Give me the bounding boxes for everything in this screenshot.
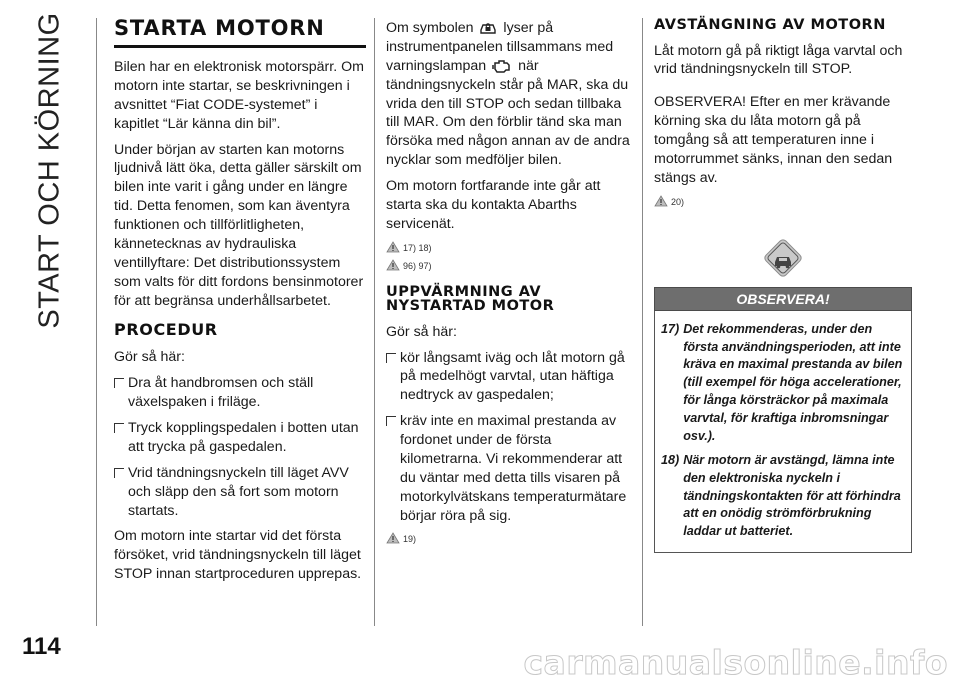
list-item-text: Dra åt handbromsen och ställ växelspaken i friläge. — [128, 375, 314, 411]
note-text: Det rekommenderas, under den första användningsperioden, att inte kräva en maximal prestanda av bilen (till exempel för höga accelerationer, för långa körsträckor på maximala varvtal, för kraftiga inbromsningar osv.). — [683, 321, 903, 443]
text-fragment: lyser på instrumentpanelen tillsammans med varningslampan — [386, 20, 614, 74]
paragraph-symbol — [386, 18, 636, 170]
reference-note — [386, 259, 636, 271]
list-item — [114, 464, 366, 521]
car-road-sign-icon — [762, 237, 804, 279]
side-chapter-title-text: START OCH KÖRNING — [33, 11, 66, 329]
observe-note — [661, 321, 903, 446]
column-stopping — [654, 18, 912, 553]
text-fragment: när tändningsnyckeln står på MAR, ska du vrida den till STOP och sedan tillbaka till MAR. Om den förblir tänd ska man försöka med någon annan av de andra nycklar som medföljer bilen. — [386, 57, 630, 169]
list-item — [114, 374, 366, 412]
warning-triangle-icon — [654, 195, 668, 207]
paragraph: Bilen har en elektronisk motorspärr. Om motorn inte startar, se beskrivningen i avsnittet “Fiat CODE-systemet” i kapitlet “Lär känna din bil”. — [114, 59, 364, 132]
paragraph: Om motorn fortfarande inte går att starta ska du kontakta Abarths servicenät. — [386, 178, 601, 232]
list-item-text: kräv inte en maximal prestanda av fordonet under de första kilometrarna. Vi rekommenderar att du väntar med detta tills visaren på motorkylvätskans temperaturmätare börjar röra på sig. — [400, 413, 627, 524]
observe-heading: OBSERVERA! — [654, 287, 912, 311]
section-title-procedure: PROCEDUR — [114, 320, 218, 340]
reference-numbers: 19) — [403, 534, 417, 545]
list-item — [386, 412, 636, 525]
procedure-intro: Gör så här: — [114, 349, 185, 366]
car-padlock-icon — [479, 18, 497, 36]
section-title-warmup: UPPVÄRMNING AV NYSTARTAD MOTOR — [386, 283, 555, 315]
bullet-checkbox-icon — [114, 378, 124, 388]
list-item — [386, 349, 636, 406]
list-item-text: Vrid tändningsnyckeln till läget AVV och släpp den så fort som motorn startats. — [128, 464, 349, 519]
note-number: 18) — [661, 452, 680, 467]
page-number: 114 — [22, 633, 61, 660]
warning-triangle-icon — [386, 532, 400, 544]
column-divider — [642, 18, 643, 626]
paragraph: Under början av starten kan motorns ljudnivå lätt öka, detta gäller särskilt om bilen inte varit i gång under en längre tid. Detta fenomen, som kan äventyra funktionen och tillförlitligheten, kännetecknas av hydrauliska ventillyftare: Det distributionssystem som valts för ditt fordons bensinmotorer för att begränsa underhållsarbetet. — [114, 141, 364, 309]
list-item — [114, 419, 366, 457]
watermark: carmanualsonline.info — [523, 643, 948, 682]
observe-notes-box — [654, 311, 912, 553]
reference-numbers: 17) 18) — [403, 242, 432, 253]
column-starting — [114, 18, 366, 591]
section-title-start-engine: STARTA MOTORN — [114, 18, 366, 48]
side-chapter-title — [18, 11, 82, 329]
reference-note — [386, 241, 636, 253]
column-divider — [374, 18, 375, 626]
reference-numbers: 96) 97) — [403, 260, 432, 271]
bullet-checkbox-icon — [114, 423, 124, 433]
paragraph: Låt motorn gå på riktigt låga varvtal och vrid tändningsnyckeln till STOP. — [654, 42, 903, 78]
reference-numbers: 20) — [671, 196, 685, 207]
column-warmup — [386, 18, 636, 546]
reference-note — [386, 532, 636, 544]
bullet-checkbox-icon — [114, 468, 124, 478]
warning-triangle-icon — [386, 259, 400, 271]
note-text: När motorn är avstängd, lämna inte den elektroniska nyckeln i tändningskontakten för att förhindra att en onödig strömförbrukning laddar ut batteriet. — [683, 452, 901, 539]
section-title-engine-off: AVSTÄNGNING AV MOTORN — [654, 17, 886, 33]
text-fragment: Om symbolen — [386, 20, 474, 36]
observe-panel — [654, 237, 912, 553]
warning-triangle-icon — [386, 241, 400, 253]
engine-warning-icon — [492, 58, 512, 74]
column-divider — [96, 18, 97, 626]
observe-note — [661, 452, 903, 541]
paragraph: Om motorn inte startar vid det första försöket, vrid tändningsnyckeln till läget STOP innan startproceduren upprepas. — [114, 528, 362, 583]
list-item-text: Tryck kopplingspedalen i botten utan att trycka på gaspedalen. — [128, 420, 359, 455]
bullet-checkbox-icon — [386, 416, 396, 426]
warmup-intro: Gör så här: — [386, 323, 457, 340]
bullet-checkbox-icon — [386, 353, 396, 363]
paragraph: OBSERVERA! Efter en mer krävande körning ska du låta motorn gå på tomgång så att temperaturen inne i motorrummet sänks, innan den sedan stängs av. — [654, 94, 893, 186]
list-item-text: kör långsamt iväg och låt motorn gå på medelhögt varvtal, utan häftiga nedtryck av gaspedalen; — [400, 349, 625, 404]
note-number: 17) — [661, 321, 680, 336]
reference-note — [654, 195, 912, 207]
